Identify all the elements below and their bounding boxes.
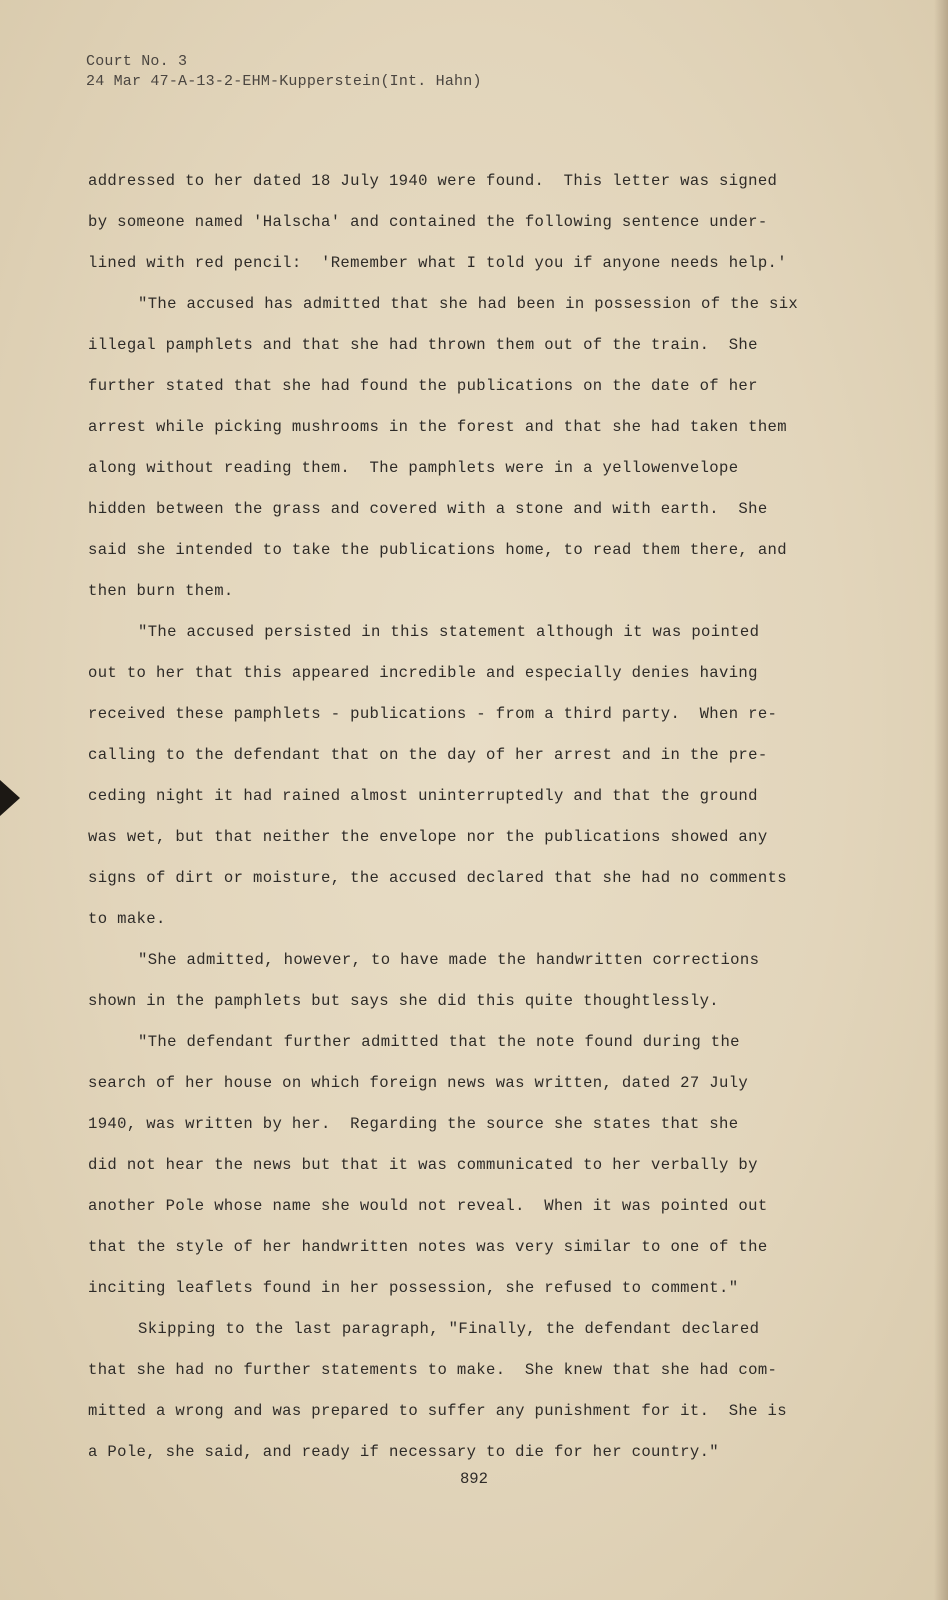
transcript-body	[88, 170, 848, 1482]
document-header	[86, 52, 482, 92]
transcript-line: further stated that she had found the publications on the date of her	[88, 377, 758, 395]
transcript-line: that she had no further statements to make. She knew that she had com-	[88, 1361, 778, 1379]
transcript-line: was wet, but that neither the envelope nor the publications showed any	[88, 828, 768, 846]
transcript-line: did not hear the news but that it was communicated to her verbally by	[88, 1156, 758, 1174]
transcript-line: lined with red pencil: 'Remember what I told you if anyone needs help.'	[88, 254, 787, 272]
transcript-line: to make.	[88, 910, 166, 928]
transcript-line: inciting leaflets found in her possession, she refused to comment."	[88, 1279, 739, 1297]
transcript-line: received these pamphlets - publications - from a third party. When re-	[88, 705, 778, 723]
transcript-line: another Pole whose name she would not reveal. When it was pointed out	[88, 1197, 768, 1215]
transcript-line: Skipping to the last paragraph, "Finally, the defendant declared	[138, 1320, 760, 1338]
transcript-line: addressed to her dated 18 July 1940 were found. This letter was signed	[88, 172, 778, 190]
transcript-line: shown in the pamphlets but says she did this quite thoughtlessly.	[88, 992, 720, 1010]
document-reference: 24 Mar 47-A-13-2-EHM-Kupperstein(Int. Hahn)	[86, 73, 482, 90]
transcript-line: arrest while picking mushrooms in the forest and that she had taken them	[88, 418, 787, 436]
transcript-line: by someone named 'Halscha' and contained the following sentence under-	[88, 213, 768, 231]
transcript-line: signs of dirt or moisture, the accused declared that she had no comments	[88, 869, 787, 887]
transcript-line: 1940, was written by her. Regarding the source she states that she	[88, 1115, 739, 1133]
transcript-line: "The accused persisted in this statement although it was pointed	[138, 623, 760, 641]
binding-mark	[0, 780, 20, 816]
transcript-line: calling to the defendant that on the day of her arrest and in the pre-	[88, 746, 768, 764]
transcript-line: hidden between the grass and covered with a stone and with earth. She	[88, 500, 768, 518]
court-number: Court No. 3	[86, 53, 188, 70]
transcript-line: ceding night it had rained almost uninterruptedly and that the ground	[88, 787, 758, 805]
transcript-line: mitted a wrong and was prepared to suffer any punishment for it. She is	[88, 1402, 787, 1420]
transcript-line: a Pole, she said, and ready if necessary to die for her country."	[88, 1443, 720, 1461]
transcript-line: along without reading them. The pamphlets were in a yellowenvelope	[88, 459, 739, 477]
transcript-line: search of her house on which foreign news was written, dated 27 July	[88, 1074, 749, 1092]
transcript-line: "The defendant further admitted that the note found during the	[138, 1033, 740, 1051]
transcript-line: "The accused has admitted that she had been in possession of the six	[138, 295, 799, 313]
transcript-line: out to her that this appeared incredible and especially denies having	[88, 664, 758, 682]
page-number: 892	[459, 1470, 489, 1488]
page-edge-shadow	[934, 0, 948, 1600]
transcript-line: then burn them.	[88, 582, 234, 600]
transcript-line: "She admitted, however, to have made the handwritten corrections	[138, 951, 760, 969]
transcript-line: said she intended to take the publications home, to read them there, and	[88, 541, 787, 559]
transcript-line: illegal pamphlets and that she had thrown them out of the train. She	[88, 336, 758, 354]
transcript-line: that the style of her handwritten notes was very similar to one of the	[88, 1238, 768, 1256]
